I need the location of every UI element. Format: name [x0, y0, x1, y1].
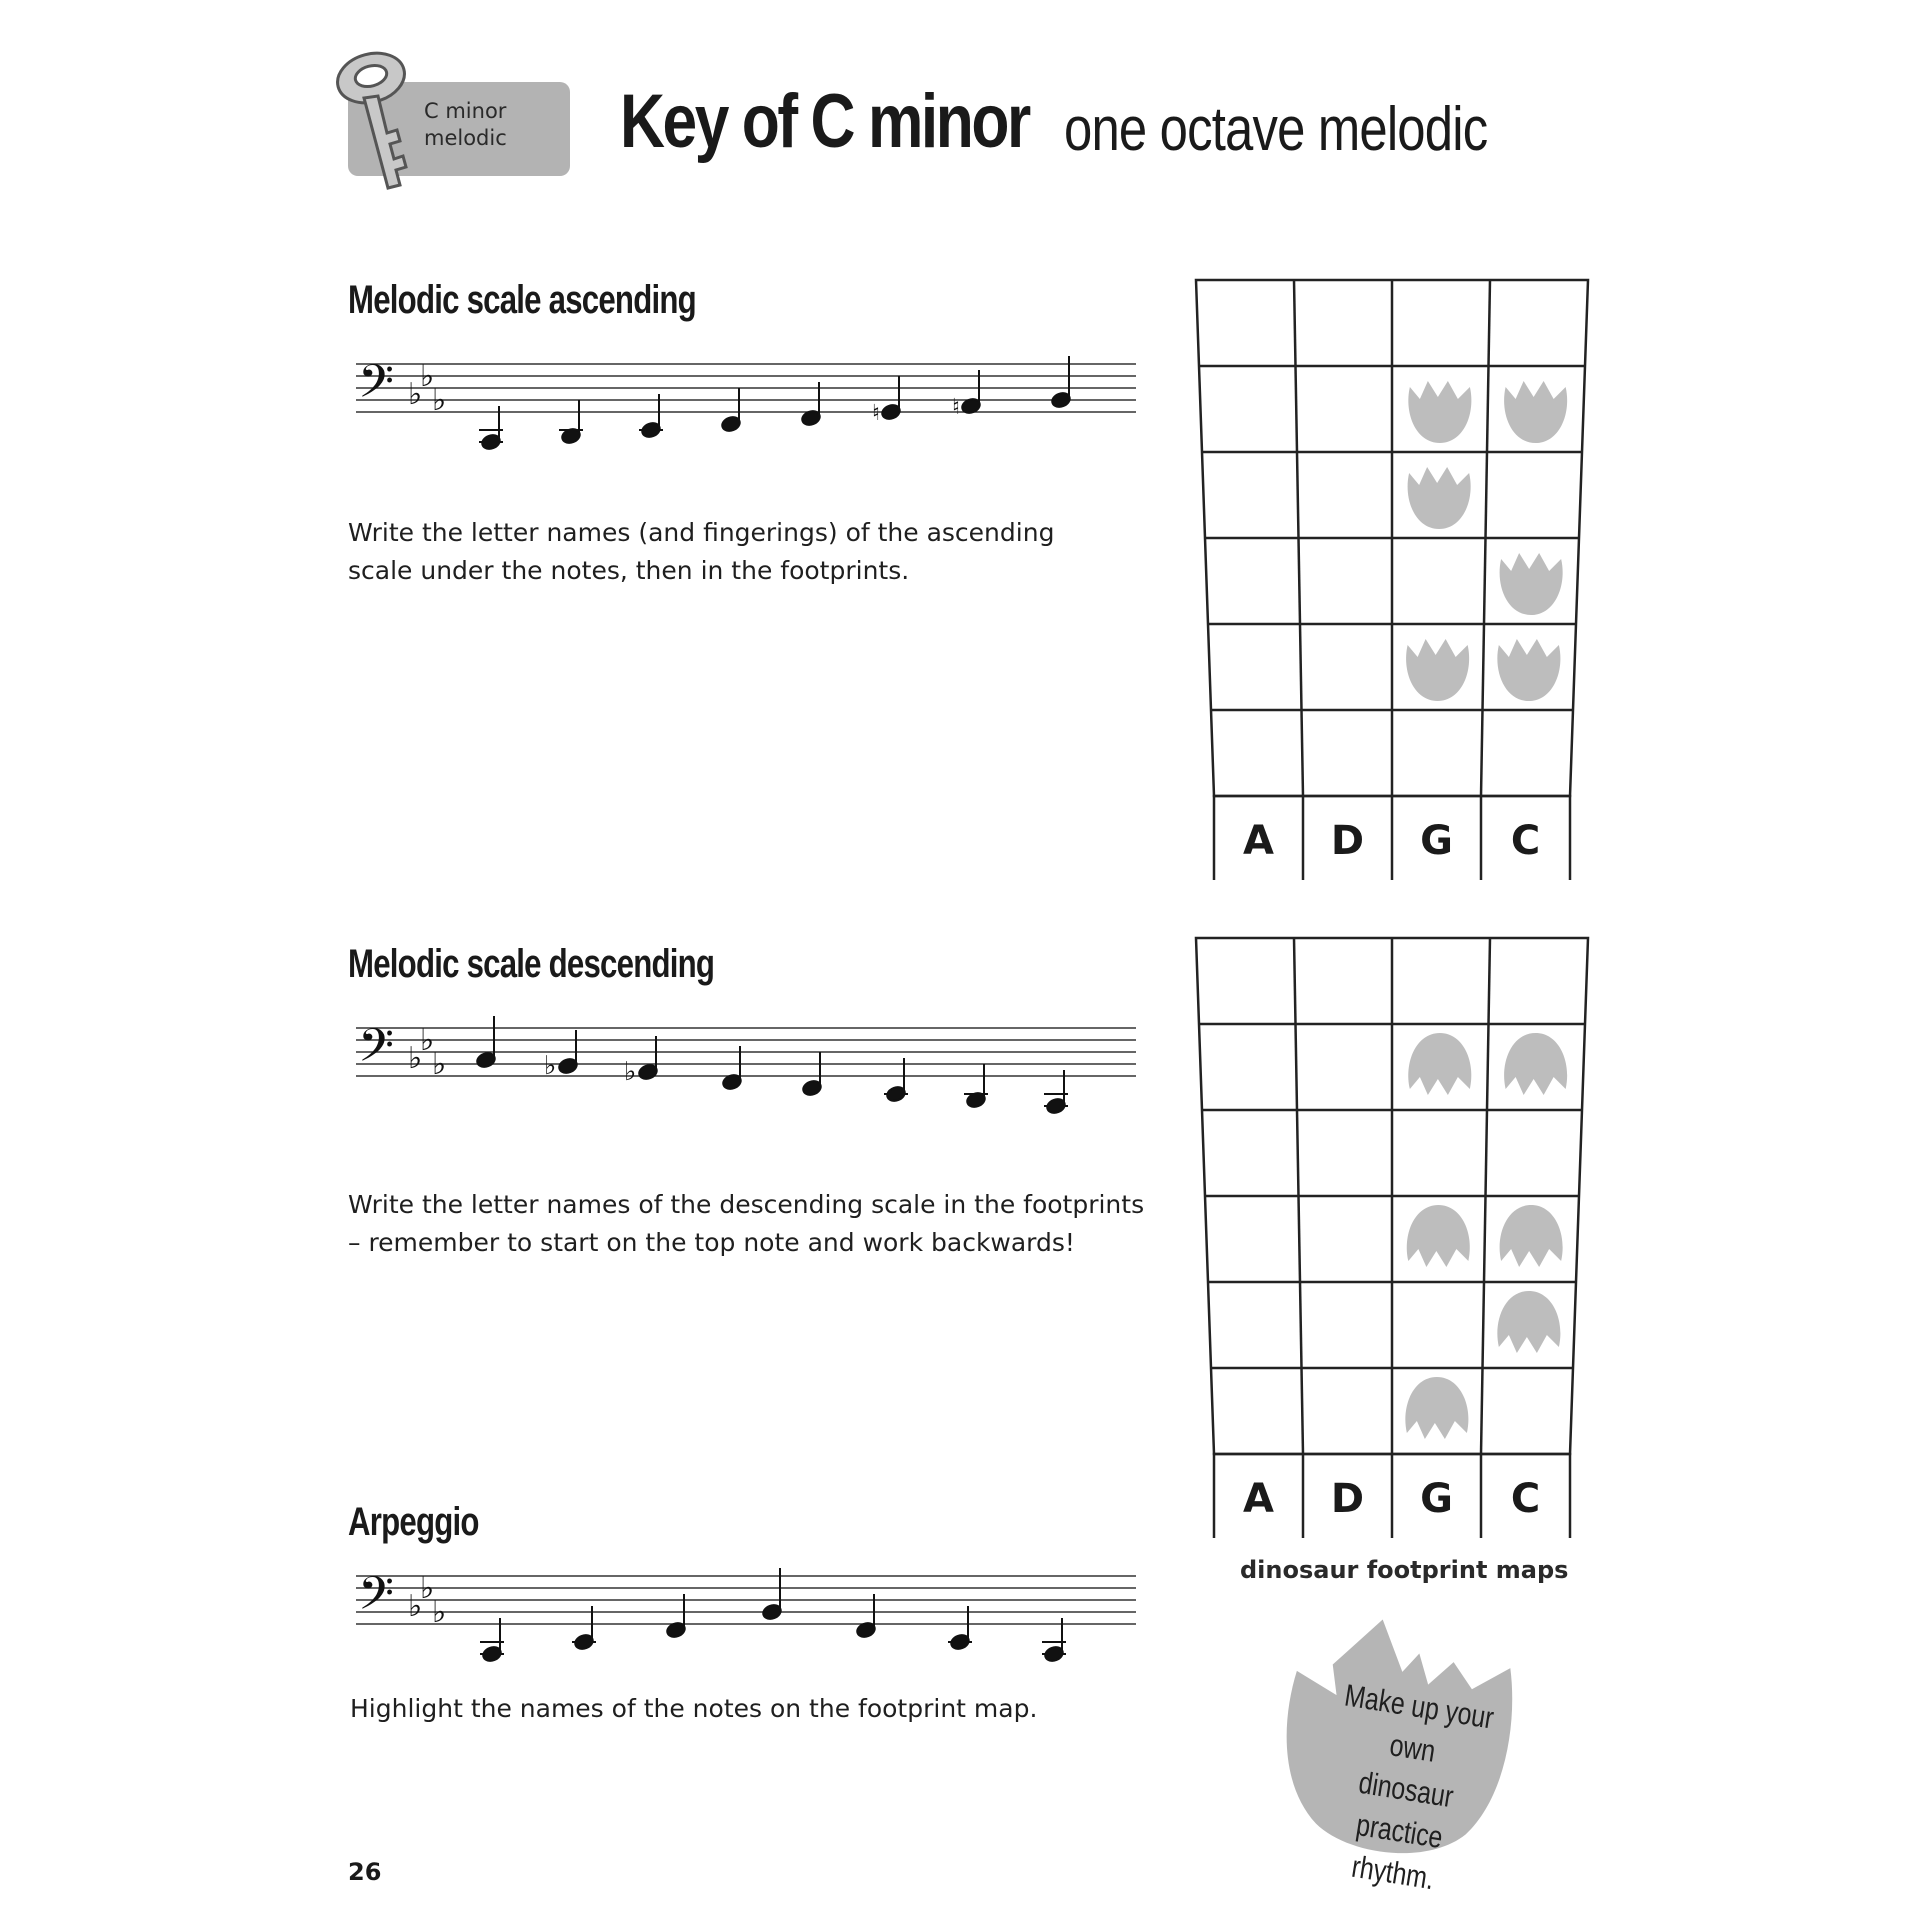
string-label: A	[1243, 1476, 1274, 1522]
flat-icon: ♭	[420, 1023, 435, 1058]
page-subtitle: one octave melodic	[1064, 95, 1488, 164]
flat-icon: ♭	[544, 1051, 557, 1081]
string-label: D	[1330, 818, 1365, 864]
flat-icon: ♭	[432, 1047, 447, 1082]
flat-icon: ♭	[420, 1571, 435, 1606]
tag-line-2: melodic	[424, 126, 507, 150]
footprint-icon	[1405, 1377, 1468, 1439]
ascending-instruction-line-2: scale under the notes, then in the footprints.	[348, 556, 910, 585]
descending-instruction-line-1: Write the letter names of the descending scale in the footprints	[348, 1190, 1145, 1219]
footprint-icon	[1497, 639, 1560, 701]
ascending-footprint-map	[1192, 276, 1592, 880]
staff-lines	[356, 364, 1136, 412]
natural-icon: ♮	[872, 401, 880, 426]
tip-line-2: dinosaur practice	[1353, 1764, 1456, 1856]
descending-footprint-map	[1192, 934, 1592, 1538]
page-title: Key of C minor	[620, 79, 1029, 164]
tip-line-1: Make up your own	[1342, 1677, 1497, 1769]
descending-instruction-line-2: – remember to start on the top note and work backwards!	[348, 1228, 1075, 1257]
flat-icon: ♭	[408, 1589, 423, 1624]
footprint-icon	[1504, 381, 1567, 443]
flat-icon: ♭	[408, 377, 423, 412]
footprint-icon	[1497, 1291, 1560, 1353]
footprint-icon	[1408, 1033, 1471, 1095]
notes	[479, 356, 1072, 451]
map-caption: dinosaur footprint maps	[1240, 1556, 1569, 1584]
footprint-icon	[1406, 639, 1469, 701]
arpeggio-staff	[356, 1552, 1146, 1672]
natural-icon: ♮	[952, 395, 960, 420]
footprint-icon	[1504, 1033, 1567, 1095]
bass-clef-icon: 𝄢	[358, 1567, 395, 1632]
staff-lines	[356, 1028, 1136, 1076]
page-number: 26	[348, 1858, 382, 1886]
ascending-heading: Melodic scale ascending	[348, 278, 696, 322]
footprint-icon	[1500, 553, 1563, 615]
tip-text	[1311, 1674, 1502, 1906]
flat-icon: ♭	[432, 1595, 447, 1630]
footprint-icon	[1500, 1205, 1563, 1267]
key-tag-label	[424, 98, 507, 152]
string-label: C	[1510, 1476, 1541, 1522]
descending-heading: Melodic scale descending	[348, 942, 715, 986]
string-label: G	[1420, 818, 1453, 864]
descending-staff	[356, 1004, 1146, 1124]
arpeggio-heading: Arpeggio	[348, 1500, 479, 1544]
footprint-icon	[1408, 467, 1471, 529]
key-icon	[326, 48, 426, 198]
bass-clef-icon: 𝄢	[358, 1019, 395, 1084]
ascending-staff	[356, 340, 1146, 460]
bass-clef-icon: 𝄢	[358, 355, 395, 420]
flat-icon: ♭	[624, 1057, 637, 1087]
flat-icon: ♭	[420, 359, 435, 394]
string-label: D	[1330, 1476, 1365, 1522]
descending-instruction	[348, 1186, 1144, 1262]
staff-lines	[356, 1576, 1136, 1624]
flat-icon: ♭	[408, 1041, 423, 1076]
footprint-icon	[1407, 1205, 1470, 1267]
notes	[475, 1016, 1068, 1115]
string-label: A	[1243, 818, 1274, 864]
ascending-instruction	[348, 514, 1054, 590]
notes	[480, 1568, 1066, 1663]
tag-line-1: C minor	[424, 99, 507, 123]
flat-icon: ♭	[432, 383, 447, 418]
footprint-icon	[1408, 381, 1471, 443]
string-label: G	[1420, 1476, 1453, 1522]
string-label: C	[1510, 818, 1541, 864]
ascending-instruction-line-1: Write the letter names (and fingerings) of the ascending	[348, 518, 1055, 547]
arpeggio-instruction: Highlight the names of the notes on the footprint map.	[350, 1694, 1038, 1723]
tip-line-3: rhythm.	[1349, 1848, 1437, 1897]
